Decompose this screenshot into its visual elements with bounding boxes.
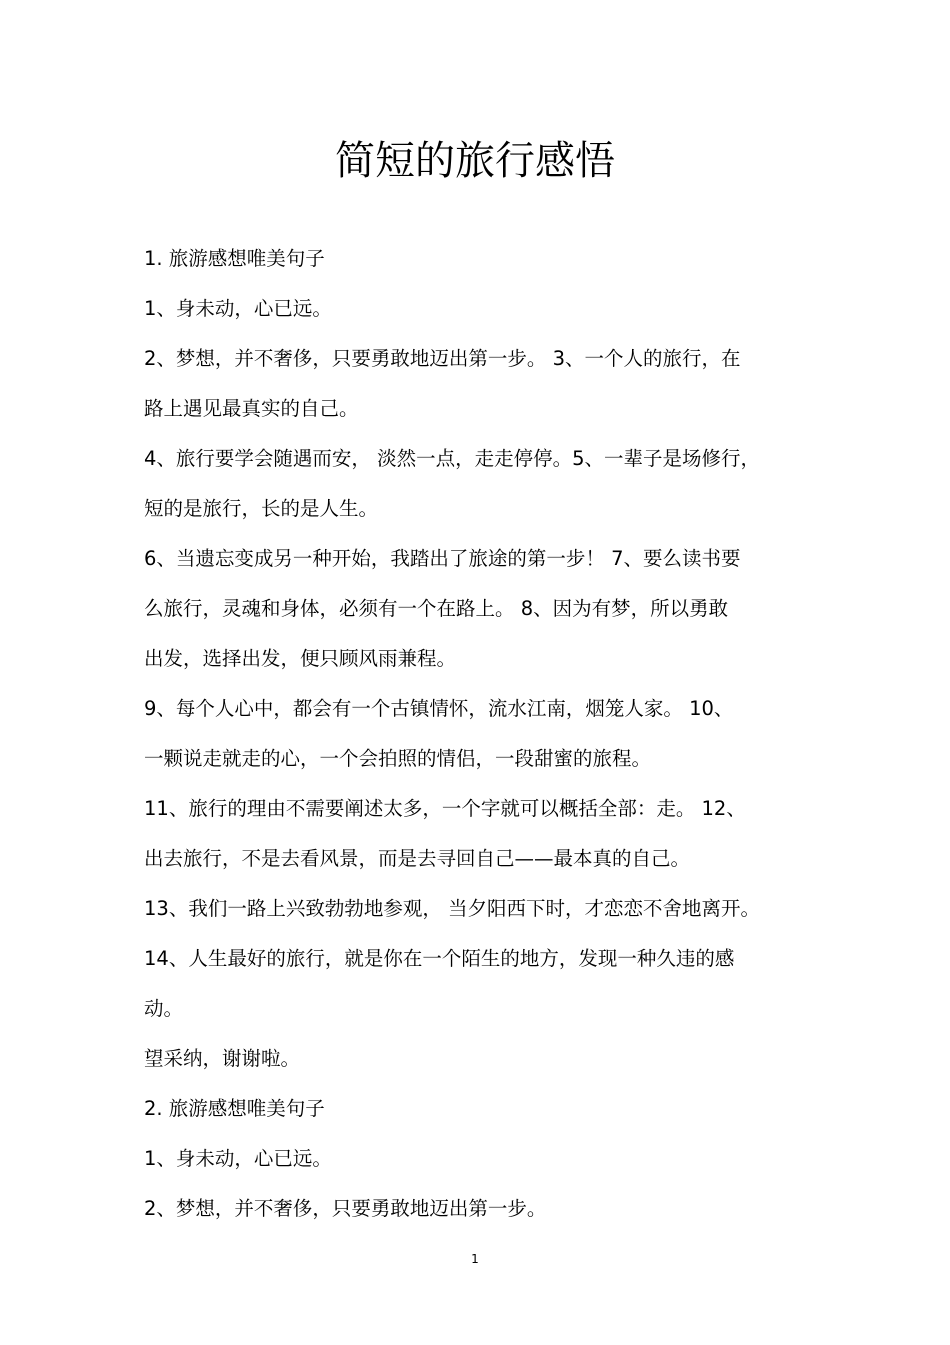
text-line: 路上遇见最真实的自己。 bbox=[144, 397, 359, 420]
text-line: 出去旅行，不是去看风景，而是去寻回自己——最本真的自己。 bbox=[144, 847, 691, 870]
text-line: 1. 旅游感想唯美句子 bbox=[144, 247, 325, 270]
text-line: 么旅行，灵魂和身体，必须有一个在路上。 8、因为有梦，所以勇敢 bbox=[144, 597, 729, 620]
page-number: 1 bbox=[471, 1252, 479, 1266]
text-line: 4、旅行要学会随遇而安， 淡然一点，走走停停。5、一辈子是场修行， bbox=[144, 447, 761, 470]
text-line: 2、梦想，并不奢侈，只要勇敢地迈出第一步。 3、一个人的旅行，在 bbox=[144, 347, 741, 370]
text-line: 11、旅行的理由不需要阐述太多，一个字就可以概括全部：走。 12、 bbox=[144, 797, 746, 820]
text-line: 短的是旅行，长的是人生。 bbox=[144, 497, 379, 520]
text-line: 动。 bbox=[144, 997, 184, 1020]
text-line: 2、梦想，并不奢侈，只要勇敢地迈出第一步。 bbox=[144, 1197, 547, 1220]
text-line: 9、每个人心中，都会有一个古镇情怀，流水江南，烟笼人家。 10、 bbox=[144, 697, 734, 720]
text-line: 13、我们一路上兴致勃勃地参观， 当夕阳西下时，才恋恋不舍地离开。 bbox=[144, 897, 761, 920]
text-line: 2. 旅游感想唯美句子 bbox=[144, 1097, 325, 1120]
document-title: 简短的旅行感悟 bbox=[335, 138, 615, 184]
text-line: 6、当遗忘变成另一种开始，我踏出了旅途的第一步！ 7、要么读书要 bbox=[144, 547, 741, 570]
text-line: 一颗说走就走的心，一个会拍照的情侣，一段甜蜜的旅程。 bbox=[144, 747, 652, 770]
text-line: 1、身未动，心已远。 bbox=[144, 297, 332, 320]
text-line: 出发，选择出发，便只顾风雨兼程。 bbox=[144, 647, 457, 670]
text-line: 1、身未动，心已远。 bbox=[144, 1147, 332, 1170]
text-line: 14、人生最好的旅行，就是你在一个陌生的地方，发现一种久违的感 bbox=[144, 947, 735, 970]
text-line: 望采纳，谢谢啦。 bbox=[144, 1047, 301, 1070]
